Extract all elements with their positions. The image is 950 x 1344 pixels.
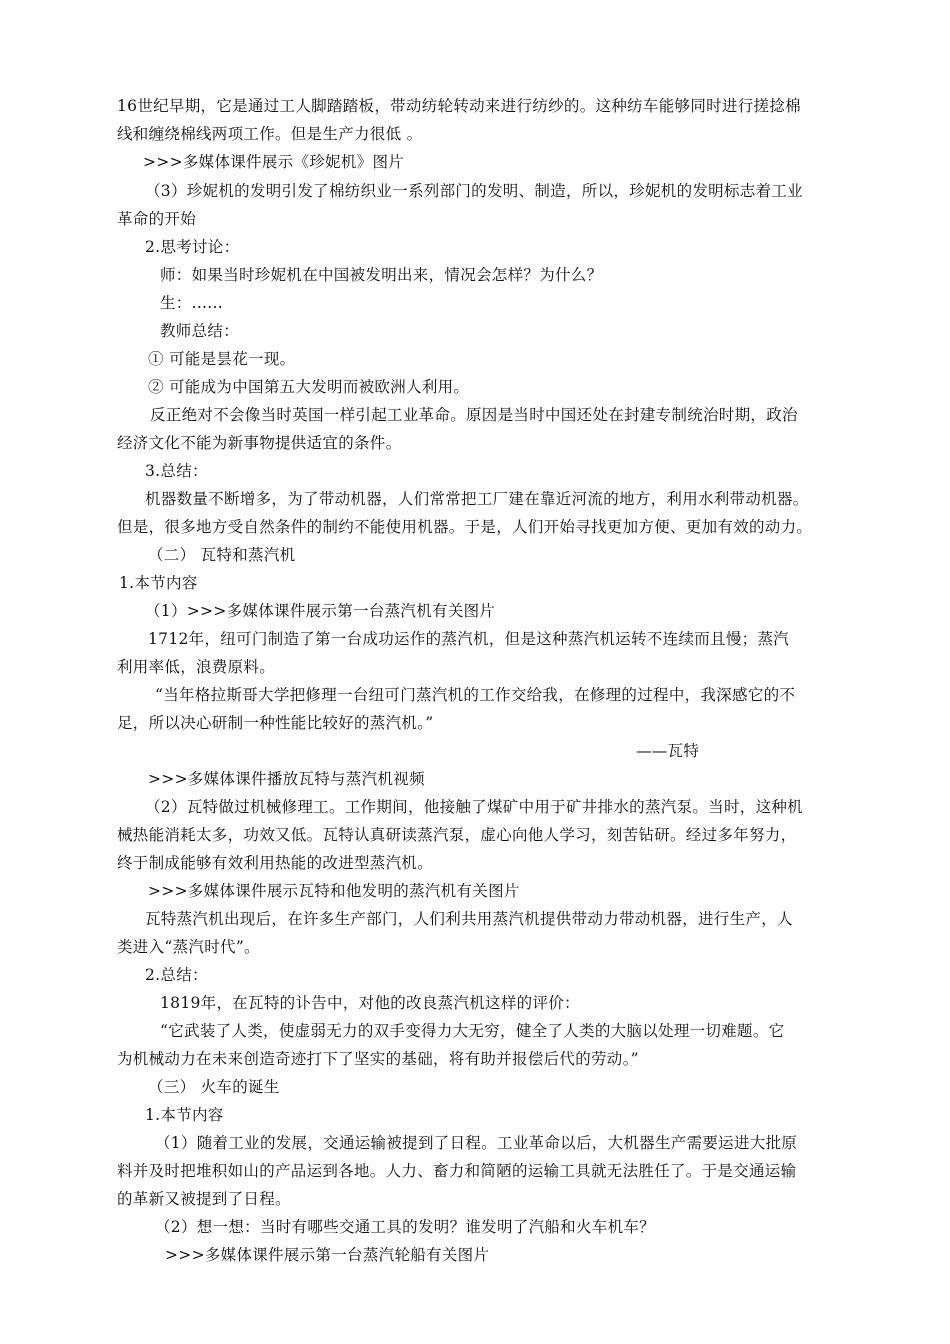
text-line: 料并及时把堆积如山的产品运到各地。人力、畜力和简陋的运输工具就无法胜任了。于是交通运输 — [117, 1162, 797, 1180]
text-line: 终于制成能够有效利用热能的改进型蒸汽机。 — [117, 854, 434, 872]
text-line: 利用率低，浪费原料。 — [117, 658, 276, 676]
text-line: （1）随着工业的发展，交通运输被提到了日程。工业革命以后，大机器生产需要运进大批原 — [155, 1134, 798, 1152]
text-line: 经济文化不能为新事物提供适宜的条件。 — [117, 434, 402, 452]
text-line: 反正绝对不会像当时英国一样引起工业革命。原因是当时中国还处在封建专制统治时期，政治 — [150, 406, 798, 424]
section-heading: 1.本节内容 — [145, 1106, 224, 1124]
multimedia-note: >>>多媒体课件展示《珍妮机》图片 — [143, 153, 405, 171]
section-heading: （二） 瓦特和蒸汽机 — [148, 546, 296, 564]
list-item: ② 可能成为中国第五大发明而被欧洲人利用。 — [148, 378, 470, 396]
section-heading: 3.总结： — [145, 462, 208, 480]
section-heading: 2.思考讨论： — [145, 238, 240, 256]
multimedia-note: >>>多媒体课件播放瓦特与蒸汽机视频 — [148, 770, 425, 788]
quote-attribution: ——瓦特 — [636, 742, 700, 760]
text-line: 瓦特蒸汽机出现后，在许多生产部门，人们利共用蒸汽机提供带动力带动机器，进行生产，人 — [145, 910, 793, 928]
text-line: 教师总结： — [160, 322, 240, 340]
text-line: （2）想一想：当时有哪些交通工具的发明？谁发明了汽船和火车机车？ — [155, 1218, 655, 1236]
text-line: 类进入“蒸汽时代”。 — [117, 938, 260, 956]
multimedia-note: （1）>>>多媒体课件展示第一台蒸汽机有关图片 — [145, 602, 496, 620]
multimedia-note: >>>多媒体课件展示第一台蒸汽轮船有关图片 — [165, 1246, 490, 1264]
text-line: 机器数量不断增多，为了带动机器，人们常常把工厂建在靠近河流的地方，利用水利带动机器。 — [145, 490, 809, 508]
section-heading: 1.本节内容 — [119, 574, 198, 592]
text-line: 革命的开始 — [117, 210, 197, 228]
quote-line: “它武装了人类，使虚弱无力的双手变得力大无穷，健全了人类的大脑以处理一切难题。它 — [160, 1022, 785, 1040]
text-line: 械热能消耗太多，功效又低。瓦特认真研读蒸汽泵，虚心向他人学习，刻苦钻研。经过多年努力， — [117, 826, 797, 844]
multimedia-note: >>>多媒体课件展示瓦特和他发明的蒸汽机有关图片 — [148, 882, 520, 900]
text-line: （3）珍妮机的发明引发了棉纺织业一系列部门的发明、制造，所以，珍妮机的发明标志着工业 — [145, 182, 803, 200]
text-line: 1819年，在瓦特的讣告中，对他的改良蒸汽机这样的评价： — [160, 994, 580, 1012]
text-line: 1712年，纽可门制造了第一台成功运作的蒸汽机，但是这种蒸汽机运转不连续而且慢；蒸汽 — [148, 630, 790, 648]
section-heading: （三） 火车的诞生 — [148, 1078, 280, 1096]
text-line: 16世纪早期，它是通过工人脚踏踏板，带动纺轮转动来进行纺纱的。这种纺车能够同时进行搓捻棉 — [117, 97, 801, 115]
text-line: 师：如果当时珍妮机在中国被发明出来，情况会怎样？为什么？ — [160, 266, 603, 284]
list-item: ① 可能是昙花一现。 — [148, 350, 296, 368]
quote-line: 为机械动力在未来创造奇迹打下了坚实的基础，将有助并报偿后代的劳动。” — [117, 1050, 639, 1068]
quote-line: “当年格拉斯哥大学把修理一台纽可门蒸汽机的工作交给我，在修理的过程中，我深感它的不 — [155, 686, 796, 704]
text-line: 生：...... — [160, 294, 223, 312]
text-line: 但是，很多地方受自然条件的制约不能使用机器。于是，人们开始寻找更加方便、更加有效的动力。 — [117, 518, 813, 536]
section-heading: 2.总结： — [145, 966, 208, 984]
text-line: （2）瓦特做过机械修理工。工作期间，他接触了煤矿中用于矿井排水的蒸汽泵。当时，这种机 — [145, 798, 803, 816]
quote-line: 足，所以决心研制一种性能比较好的蒸汽机。” — [117, 714, 434, 732]
text-line: 的革新又被提到了日程。 — [117, 1190, 291, 1208]
text-line: 线和缠绕棉线两项工作。但是生产力很低 。 — [117, 125, 423, 143]
